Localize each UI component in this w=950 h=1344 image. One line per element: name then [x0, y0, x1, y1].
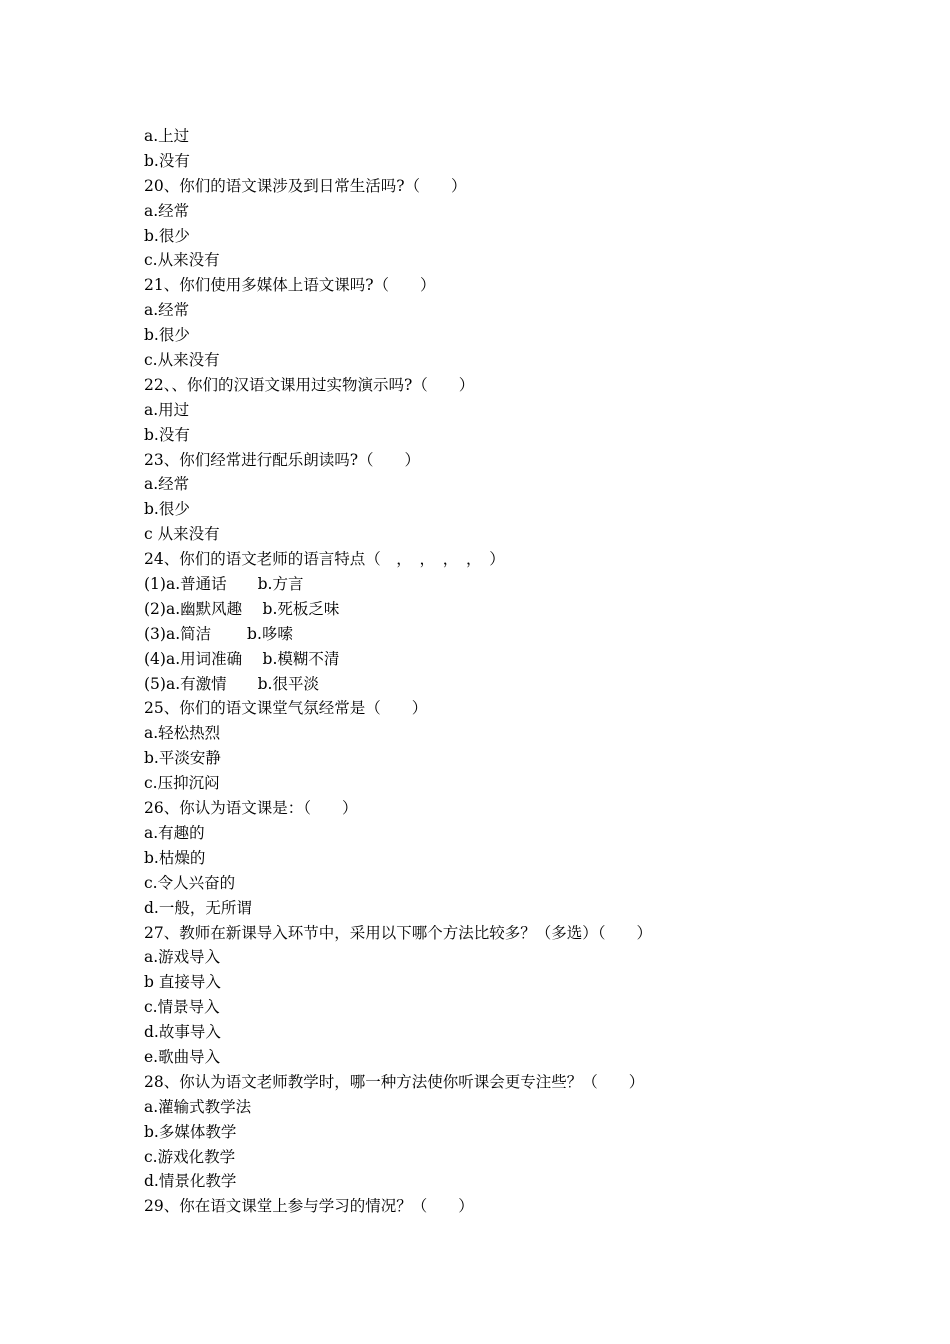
question-23: 23、你们经常进行配乐朗读吗?（ ） [144, 450, 421, 469]
option-line: b.多媒体教学 [144, 1122, 237, 1141]
question-25: 25、你们的语文课堂气氛经常是（ ） [144, 699, 428, 718]
option-line: a.游戏导入 [144, 948, 221, 967]
questionnaire-body [144, 124, 824, 1219]
option-line: (1)a.普通话 b.方言 [144, 575, 304, 594]
option-line: b.很少 [144, 500, 190, 519]
option-line: a.有趣的 [144, 823, 205, 842]
question-27: 27、教师在新课导入环节中，采用以下哪个方法比较多？（多选）（ ） [144, 923, 652, 942]
option-line: (5)a.有激情 b.很平淡 [144, 674, 319, 693]
question-26: 26、你认为语文课是：（ ） [144, 799, 358, 818]
question-28: 28、你认为语文老师教学时，哪一种方法使你听课会更专注些？（ ） [144, 1072, 645, 1091]
option-line: b.枯燥的 [144, 848, 206, 867]
question-24: 24、你们的语文老师的语言特点（ ， ， ， ， ） [144, 550, 505, 569]
option-line: e.歌曲导入 [144, 1047, 221, 1066]
option-line: a.上过 [144, 127, 190, 145]
option-line: b 直接导入 [144, 973, 221, 992]
option-line: b.平淡安静 [144, 749, 221, 768]
option-line: c.游戏化教学 [144, 1147, 236, 1166]
question-20: 20、你们的语文课涉及到日常生活吗?（ ） [144, 176, 467, 195]
option-line: a.经常 [144, 301, 190, 320]
option-line: b.没有 [144, 425, 190, 444]
option-line: b.很少 [144, 326, 190, 345]
option-line: (2)a.幽默风趣 b.死板乏味 [144, 599, 340, 618]
question-22: 22、、你们的汉语文课用过实物演示吗?（ ） [144, 375, 475, 394]
option-line: d.一般，无所谓 [144, 898, 252, 917]
option-line: (3)a.简洁 b.哆嗦 [144, 624, 293, 643]
option-line: b.没有 [144, 151, 190, 170]
option-line: a.轻松热烈 [144, 724, 221, 743]
option-line: a.经常 [144, 201, 190, 220]
option-line: b.很少 [144, 226, 190, 245]
option-line: d.情景化教学 [144, 1172, 237, 1191]
option-line: a.经常 [144, 475, 190, 494]
option-line: d.故事导入 [144, 1023, 221, 1042]
option-line: c.令人兴奋的 [144, 873, 236, 892]
option-line: a.灌输式教学法 [144, 1097, 252, 1116]
question-29: 29、你在语文课堂上参与学习的情况？（ ） [144, 1197, 474, 1216]
option-line: c 从来没有 [144, 525, 220, 544]
option-line: (4)a.用词准确 b.模糊不清 [144, 649, 340, 668]
option-line: c.从来没有 [144, 251, 220, 270]
option-line: c.从来没有 [144, 351, 220, 370]
question-21: 21、你们使用多媒体上语文课吗?（ ） [144, 276, 436, 295]
option-line: c.压抑沉闷 [144, 774, 220, 793]
option-line: c.情景导入 [144, 998, 220, 1017]
option-line: a.用过 [144, 400, 190, 419]
